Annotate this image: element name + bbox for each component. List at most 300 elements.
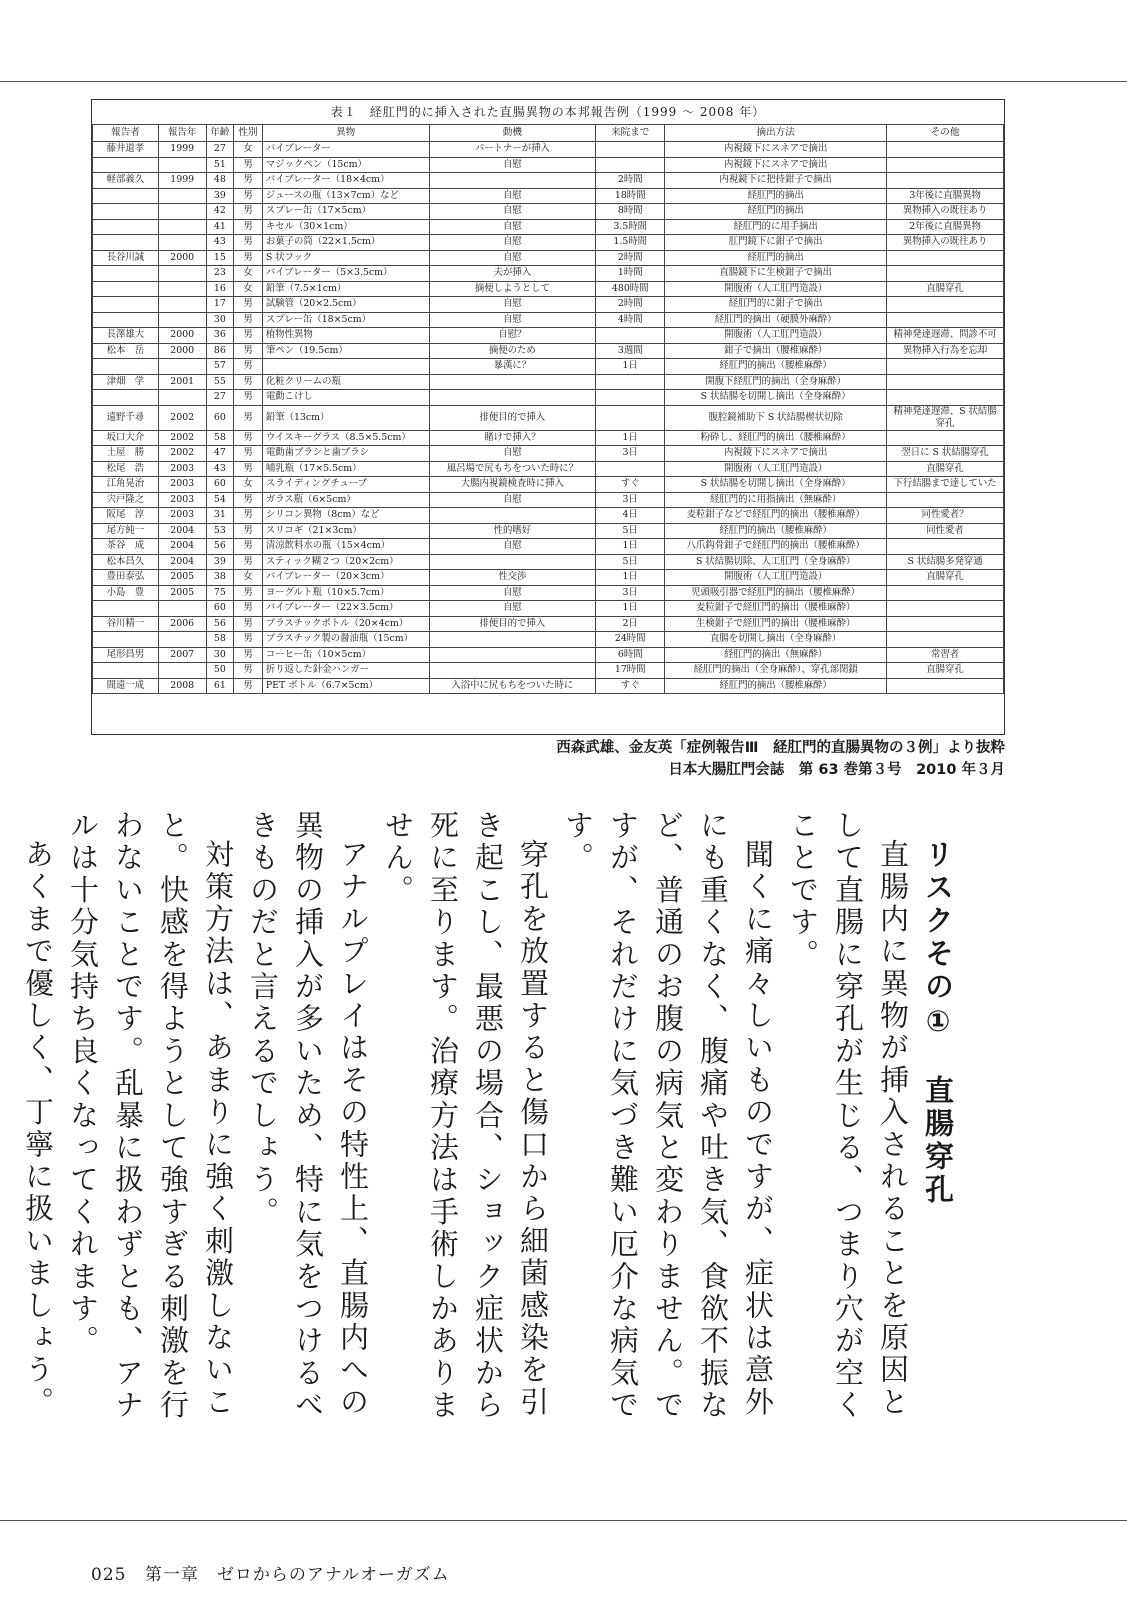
- table-cell: 53: [206, 523, 234, 539]
- body-paragraph: 対策方法は、あまりに強く刺激しないこと。快感を得ようとして強すぎる刺激を行わないことです。乱暴に扱わずとも、アナルは十分気持ち良くなってくれます。: [66, 810, 235, 1422]
- table-cell: 入浴中に尻もちをついた時に: [429, 678, 596, 694]
- table-cell: 2007: [158, 647, 206, 663]
- table-cell: 性的嗜好: [429, 523, 596, 539]
- table-cell: S 状結腸多発穿通: [887, 554, 1004, 570]
- table-cell: 常習者: [887, 647, 1004, 663]
- table-cell: [429, 647, 596, 663]
- table-cell: [93, 297, 159, 313]
- table-cell: [158, 663, 206, 679]
- table-cell: 61: [206, 678, 234, 694]
- table-cell: [596, 405, 665, 430]
- table-cell: 麦粒鉗子などで経肛門的摘出（腰椎麻酔）: [665, 508, 887, 524]
- table-cell: S 状結腸を切開し摘出（全身麻酔）: [665, 477, 887, 493]
- table-cell: 風呂場で尻もちをついた時に？: [429, 461, 596, 477]
- table-cell: お菓子の筒（22×1.5cm）: [262, 235, 429, 251]
- table-cell: [887, 359, 1004, 375]
- table-row: [93, 678, 1004, 694]
- table-cell: スライディングチューブ: [262, 477, 429, 493]
- table-cell: 男: [234, 663, 263, 679]
- table-cell: 5日: [596, 554, 665, 570]
- table-cell: すぐ: [596, 678, 665, 694]
- table-cell: 1日: [596, 430, 665, 446]
- table-cell: 経肛門的摘出: [665, 188, 887, 204]
- table-cell: 男: [234, 374, 263, 390]
- table-cell: 1.5時間: [596, 235, 665, 251]
- table-cell: 1日: [596, 539, 665, 555]
- table-cell: 自慰: [429, 188, 596, 204]
- table-cell: [596, 374, 665, 390]
- table-row: [93, 492, 1004, 508]
- table-row: [93, 601, 1004, 617]
- table-cell: 2時間: [596, 173, 665, 189]
- table-cell: 下行結腸まで達していた: [887, 477, 1004, 493]
- table-cell: 藤井道孝: [93, 142, 159, 158]
- table-cell: [887, 374, 1004, 390]
- table-cell: 茶谷 成: [93, 539, 159, 555]
- table-cell: 38: [206, 570, 234, 586]
- body-paragraph: あくまで優しく、丁寧に扱いましょう。: [21, 839, 55, 1419]
- table-cell: 3日: [596, 585, 665, 601]
- table-cell: 男: [234, 539, 263, 555]
- table-cell: 江角晃治: [93, 477, 159, 493]
- table-cell: 性交渉: [429, 570, 596, 586]
- table-cell: 男: [234, 343, 263, 359]
- table-cell: 27: [206, 142, 234, 158]
- table-cell: 腹腔鏡補助下 S 状結腸楔状切除: [665, 405, 887, 430]
- bottom-rule: [0, 1520, 1127, 1521]
- table-cell: 男: [234, 616, 263, 632]
- table-row: [93, 359, 1004, 375]
- table-cell: 男: [234, 508, 263, 524]
- table-cell: [93, 188, 159, 204]
- table-cell: 松本 岳: [93, 343, 159, 359]
- table-row: [93, 281, 1004, 297]
- table-cell: バイブレーター（22×3.5cm）: [262, 601, 429, 617]
- table-cell: 43: [206, 461, 234, 477]
- table-cell: [158, 297, 206, 313]
- table-cell: [158, 235, 206, 251]
- table-cell: 軽部義久: [93, 173, 159, 189]
- table-cell: 筆ペン（19.5cm）: [262, 343, 429, 359]
- table-header-cell: その他: [887, 125, 1004, 142]
- table-cell: 男: [234, 601, 263, 617]
- table-cell: 阪尾 淳: [93, 508, 159, 524]
- table-cell: 2002: [158, 405, 206, 430]
- table-cell: 鉛筆（7.5×1cm）: [262, 281, 429, 297]
- table-cell: 男: [234, 219, 263, 235]
- table-header-cell: 摘出方法: [665, 125, 887, 142]
- table-cell: 2日: [596, 616, 665, 632]
- table-cell: 男: [234, 430, 263, 446]
- table-cell: 86: [206, 343, 234, 359]
- table-cell: [93, 157, 159, 173]
- table-cell: 女: [234, 142, 263, 158]
- table-cell: 男: [234, 359, 263, 375]
- body-paragraph: 聞くに痛々しいものですが、症状は意外にも重くなく、腹痛や吐き気、食欲不振など、普通のお腹の病気と変わりません。ですが、それだけに気づき難い厄介な病気です。: [561, 810, 775, 1422]
- table-cell: 58: [206, 632, 234, 648]
- table-cell: スティック糊２つ（20×2cm）: [262, 554, 429, 570]
- table-row: [93, 446, 1004, 462]
- table-cell: 排便目的で挿入: [429, 616, 596, 632]
- table-cell: 自慰: [429, 297, 596, 313]
- table-cell: 異物挿入の既往あり: [887, 235, 1004, 251]
- table-cell: [887, 173, 1004, 189]
- table-cell: [93, 601, 159, 617]
- table-cell: 56: [206, 616, 234, 632]
- table-cell: 内視鏡下にスネアで摘出: [665, 446, 887, 462]
- table-row: [93, 616, 1004, 632]
- table-row: [93, 250, 1004, 266]
- table-cell: 遠野千尋: [93, 405, 159, 430]
- table-title: 表１ 経肛門的に挿入された直腸異物の本邦報告例（1999 ～ 2008 年）: [330, 105, 766, 119]
- table-cell: [887, 157, 1004, 173]
- table-row: [93, 173, 1004, 189]
- table-cell: 経肛門的に用手摘出: [665, 219, 887, 235]
- citation-line-2: 日本大腸肛門会誌 第 63 巻第３号 2010 年３月: [668, 762, 1005, 778]
- table-cell: 試験管（20×2.5cm）: [262, 297, 429, 313]
- table-cell: 2時間: [596, 250, 665, 266]
- table-row: [93, 585, 1004, 601]
- table-cell: [887, 616, 1004, 632]
- table-cell: 男: [234, 188, 263, 204]
- table-cell: 3日: [596, 492, 665, 508]
- table-cell: PET ボトル（6.7×5cm）: [262, 678, 429, 694]
- table-cell: 男: [234, 405, 263, 430]
- table-cell: 翌日に S 状結腸穿孔: [887, 446, 1004, 462]
- table-cell: 3日: [596, 446, 665, 462]
- table-cell: 男: [234, 446, 263, 462]
- table-cell: 3週間: [596, 343, 665, 359]
- table-row: [93, 343, 1004, 359]
- body-paragraph: 直腸内に異物が挿入されることを原因として直腸に穿孔が生じる、つまり穴が空くことです。: [786, 810, 910, 1422]
- table-cell: 57: [206, 359, 234, 375]
- table-cell: 宍戸隆之: [93, 492, 159, 508]
- table-cell: 39: [206, 188, 234, 204]
- table-cell: 自慰: [429, 601, 596, 617]
- table-cell: 開腹術（人工肛門造設）: [665, 328, 887, 344]
- table-cell: 直腸穿孔: [887, 461, 1004, 477]
- body-text: [21, 810, 960, 1445]
- table-cell: 60: [206, 477, 234, 493]
- table-cell: 自慰: [429, 235, 596, 251]
- table-cell: 8時間: [596, 204, 665, 220]
- table-cell: [158, 281, 206, 297]
- page-number: 025: [91, 1565, 127, 1585]
- table-cell: 27: [206, 390, 234, 406]
- table-cell: 2006: [158, 616, 206, 632]
- chapter-title: 第一章 ゼロからのアナルオーガズム: [144, 1565, 450, 1585]
- table-cell: 清涼飲料水の瓶（15×4cm）: [262, 539, 429, 555]
- table-cell: 2003: [158, 477, 206, 493]
- table-cell: [429, 390, 596, 406]
- table-cell: 2年後に直腸異物: [887, 219, 1004, 235]
- table-cell: プラスチックボトル（20×4cm）: [262, 616, 429, 632]
- table-cell: 賭けで挿入？: [429, 430, 596, 446]
- table-row: [93, 523, 1004, 539]
- table-cell: 肛門鏡下に鉗子で摘出: [665, 235, 887, 251]
- table-cell: 2004: [158, 554, 206, 570]
- table-cell: 2000: [158, 343, 206, 359]
- top-rule: [0, 81, 1127, 82]
- table-cell: 2003: [158, 492, 206, 508]
- table-cell: 41: [206, 219, 234, 235]
- table-cell: 経肛門的摘出（全身麻酔）、穿孔部閉鎖: [665, 663, 887, 679]
- table-cell: 2004: [158, 523, 206, 539]
- table-cell: 43: [206, 235, 234, 251]
- table-row: [93, 554, 1004, 570]
- table-cell: [887, 601, 1004, 617]
- table-cell: [93, 663, 159, 679]
- table-cell: [596, 461, 665, 477]
- table-cell: 24時間: [596, 632, 665, 648]
- table-cell: 直腸鏡下に生検鉗子で摘出: [665, 266, 887, 282]
- table-row: [93, 297, 1004, 313]
- table-row: [93, 477, 1004, 493]
- table-cell: 経肛門的摘出: [665, 204, 887, 220]
- table-cell: [93, 204, 159, 220]
- table-cell: 内視鏡下に把持鉗子で摘出: [665, 173, 887, 189]
- table-cell: [158, 157, 206, 173]
- table-body: [93, 142, 1004, 694]
- table-cell: 6時間: [596, 647, 665, 663]
- table-cell: キセル（30×1cm）: [262, 219, 429, 235]
- table-cell: [887, 585, 1004, 601]
- table-header-cell: 性別: [234, 125, 263, 142]
- table-cell: すぐ: [596, 477, 665, 493]
- table-cell: 31: [206, 508, 234, 524]
- table-cell: プラスチック製の醤油瓶（15cm）: [262, 632, 429, 648]
- table-cell: 2003: [158, 508, 206, 524]
- table-cell: 男: [234, 461, 263, 477]
- table-cell: [429, 554, 596, 570]
- table-cell: 女: [234, 570, 263, 586]
- table-cell: 2005: [158, 585, 206, 601]
- table-cell: [887, 430, 1004, 446]
- table-cell: [429, 663, 596, 679]
- table-cell: スプレー缶（18×5cm）: [262, 312, 429, 328]
- section-heading: リスクその① 直腸穿孔: [921, 839, 955, 1207]
- table-cell: 50: [206, 663, 234, 679]
- table-cell: S 状結腸を切開し摘出（全身麻酔）: [665, 390, 887, 406]
- table-cell: 1999: [158, 173, 206, 189]
- table-cell: 大腸内視鏡検査時に挿入: [429, 477, 596, 493]
- table-row: [93, 328, 1004, 344]
- table-cell: 2004: [158, 539, 206, 555]
- table-cell: 経肛門的摘出（硬膜外麻酔）: [665, 312, 887, 328]
- table-cell: マジックペン（15cm）: [262, 157, 429, 173]
- table-row: [93, 632, 1004, 648]
- table-cell: 経肛門的に用指摘出（無麻酔）: [665, 492, 887, 508]
- table-cell: 開腹下経肛門的摘出（全身麻酔）: [665, 374, 887, 390]
- table-cell: 松尾 浩: [93, 461, 159, 477]
- table-cell: [887, 492, 1004, 508]
- table-cell: 自慰: [429, 219, 596, 235]
- table-cell: 自慰: [429, 585, 596, 601]
- table-cell: バイブレーター（5×3.5cm）: [262, 266, 429, 282]
- table-cell: [887, 678, 1004, 694]
- table-cell: 男: [234, 585, 263, 601]
- table-cell: 2時間: [596, 297, 665, 313]
- table-cell: 哺乳瓶（17×5.5cm）: [262, 461, 429, 477]
- table-cell: [158, 390, 206, 406]
- table-cell: 小島 豊: [93, 585, 159, 601]
- table-cell: [429, 374, 596, 390]
- table-cell: [887, 312, 1004, 328]
- foreign-body-table: [91, 99, 1005, 735]
- table-row: [93, 508, 1004, 524]
- table-row: [93, 235, 1004, 251]
- table-cell: [158, 632, 206, 648]
- table-cell: 1日: [596, 570, 665, 586]
- body-paragraph: アナルプレイはその特性上、直腸内への異物の挿入が多いため、特に気をつけるべきものだと言えるでしょう。: [246, 810, 370, 1422]
- table-cell: 2002: [158, 446, 206, 462]
- table-cell: 17: [206, 297, 234, 313]
- table-cell: 51: [206, 157, 234, 173]
- table-cell: シリコン異物（8cm）など: [262, 508, 429, 524]
- table-cell: 男: [234, 632, 263, 648]
- table-cell: [158, 204, 206, 220]
- table-cell: [158, 266, 206, 282]
- table-cell: [93, 219, 159, 235]
- table-cell: 八爪鈎骨鉗子で経肛門的摘出（腰椎麻酔）: [665, 539, 887, 555]
- table-cell: 精神発達遅滞、問診不可: [887, 328, 1004, 344]
- table-cell: [93, 235, 159, 251]
- table-cell: [158, 601, 206, 617]
- table-cell: 36: [206, 328, 234, 344]
- table-cell: [93, 312, 159, 328]
- table-cell: 女: [234, 281, 263, 297]
- table-cell: 3年後に直腸異物: [887, 188, 1004, 204]
- table-cell: 5日: [596, 523, 665, 539]
- table-cell: [158, 219, 206, 235]
- table-cell: 開腹術（人工肛門造設）: [665, 570, 887, 586]
- table-cell: 開腹術（人工肛門造設）: [665, 281, 887, 297]
- table-cell: 3.5時間: [596, 219, 665, 235]
- table-row: [93, 188, 1004, 204]
- table-cell: 鉛筆（13cm）: [262, 405, 429, 430]
- table-cell: 自慰: [429, 250, 596, 266]
- table-cell: 60: [206, 601, 234, 617]
- table-cell: 54: [206, 492, 234, 508]
- table-row: [93, 430, 1004, 446]
- table-cell: ウイスキーグラス（8.5×5.5cm）: [262, 430, 429, 446]
- table-header-cell: 報告年: [158, 125, 206, 142]
- table-cell: 18時間: [596, 188, 665, 204]
- table-cell: 4日: [596, 508, 665, 524]
- table-cell: 麦粒鉗子で経肛門的摘出（腰椎麻酔）: [665, 601, 887, 617]
- table-row: [93, 204, 1004, 220]
- table-cell: 男: [234, 297, 263, 313]
- table-cell: [596, 157, 665, 173]
- table-cell: 男: [234, 328, 263, 344]
- table-cell: 自慰: [429, 492, 596, 508]
- table-cell: [887, 390, 1004, 406]
- table-cell: コーヒー缶（10×5cm）: [262, 647, 429, 663]
- table-cell: 1日: [596, 359, 665, 375]
- table-cell: 粉砕し、経肛門的摘出（腰椎麻酔）: [665, 430, 887, 446]
- table-cell: 2008: [158, 678, 206, 694]
- table-cell: 39: [206, 554, 234, 570]
- table-cell: 4時間: [596, 312, 665, 328]
- table-cell: 同性愛者？: [887, 508, 1004, 524]
- table-cell: 豊田泰弘: [93, 570, 159, 586]
- page-footer: [91, 1560, 462, 1585]
- table-cell: 直腸穿孔: [887, 570, 1004, 586]
- table-cell: 58: [206, 430, 234, 446]
- table-cell: 75: [206, 585, 234, 601]
- table-cell: 児頭吸引器で経肛門的摘出（腰椎麻酔）: [665, 585, 887, 601]
- table-header-cell: 来院まで: [596, 125, 665, 142]
- table-cell: [596, 390, 665, 406]
- table-row: [93, 219, 1004, 235]
- table-cell: [887, 266, 1004, 282]
- table-cell: 2003: [158, 461, 206, 477]
- table-cell: 48: [206, 173, 234, 189]
- table-cell: 直腸を切開し摘出（全身麻酔）: [665, 632, 887, 648]
- table-cell: [887, 632, 1004, 648]
- table-cell: 60: [206, 405, 234, 430]
- table-cell: 長澤雄大: [93, 328, 159, 344]
- table-cell: 生検鉗子で経肛門的摘出（腰椎麻酔）: [665, 616, 887, 632]
- table-cell: ガラス瓶（6×5cm）: [262, 492, 429, 508]
- table-cell: [158, 188, 206, 204]
- report-table: [92, 124, 1004, 694]
- table-cell: [93, 266, 159, 282]
- table-cell: 経肛門的摘出（腰椎麻酔）: [665, 359, 887, 375]
- table-cell: 異物挿入の既往あり: [887, 204, 1004, 220]
- table-cell: 1999: [158, 142, 206, 158]
- table-cell: 暴漢に？: [429, 359, 596, 375]
- table-cell: 経肛門的摘出（腰椎麻酔）: [665, 523, 887, 539]
- table-cell: 松本昌久: [93, 554, 159, 570]
- table-cell: [887, 539, 1004, 555]
- table-cell: [158, 359, 206, 375]
- table-cell: 尾方純一: [93, 523, 159, 539]
- table-cell: 自慰: [429, 312, 596, 328]
- table-cell: 植物性異物: [262, 328, 429, 344]
- table-cell: 自慰？: [429, 328, 596, 344]
- table-cell: 坂口大介: [93, 430, 159, 446]
- table-cell: 2005: [158, 570, 206, 586]
- table-cell: 長谷川誠: [93, 250, 159, 266]
- table-cell: 折り返した針金ハンガー: [262, 663, 429, 679]
- table-cell: 2000: [158, 328, 206, 344]
- table-cell: [93, 359, 159, 375]
- table-cell: 男: [234, 554, 263, 570]
- table-row: [93, 570, 1004, 586]
- table-cell: [596, 142, 665, 158]
- table-cell: 17時間: [596, 663, 665, 679]
- table-cell: [93, 632, 159, 648]
- table-header-cell: 年齢: [206, 125, 234, 142]
- table-cell: ヨーグルト瓶（10×5.7cm）: [262, 585, 429, 601]
- table-cell: 谷川精一: [93, 616, 159, 632]
- table-cell: 47: [206, 446, 234, 462]
- table-row: [93, 157, 1004, 173]
- table-row: [93, 663, 1004, 679]
- table-cell: 男: [234, 173, 263, 189]
- table-cell: [887, 142, 1004, 158]
- table-cell: 摘便のため: [429, 343, 596, 359]
- table-cell: スプレー缶（17×5cm）: [262, 204, 429, 220]
- table-cell: 15: [206, 250, 234, 266]
- table-cell: 1日: [596, 601, 665, 617]
- table-cell: [429, 508, 596, 524]
- body-paragraph: 穿孔を放置すると傷口から細菌感染を引き起こし、最悪の場合、ショック症状から死に至ります。治療方法は手術しかありません。: [381, 810, 550, 1422]
- table-row: [93, 312, 1004, 328]
- table-cell: 間遠一成: [93, 678, 159, 694]
- citation-line-1: 西森武雄、金友英「症例報告Ⅲ 経肛門的直腸異物の３例」より抜粋: [556, 740, 1005, 756]
